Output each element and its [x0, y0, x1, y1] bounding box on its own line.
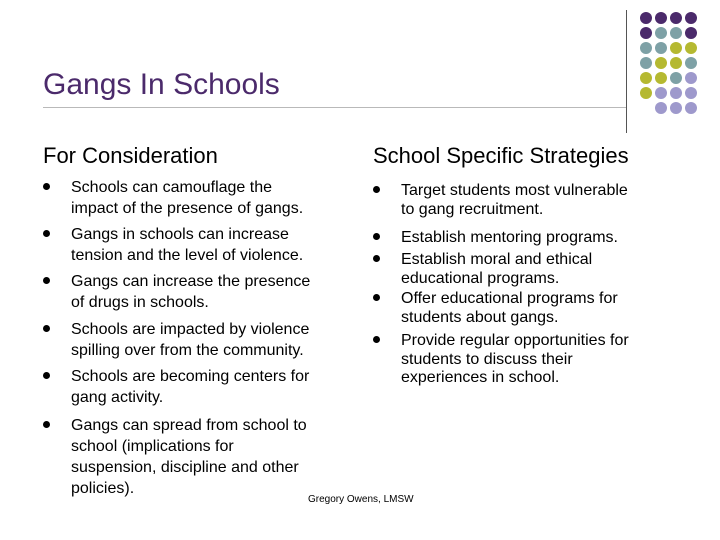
- bullet-icon: [43, 277, 50, 284]
- decor-dot: [670, 42, 682, 54]
- list-item-text: [401, 249, 592, 288]
- list-item-line: Gangs in schools can increase: [71, 226, 289, 243]
- left-column-heading: For Consideration: [43, 143, 218, 168]
- list-item-line: Gangs can increase the presence: [71, 273, 311, 290]
- decor-dot: [655, 27, 667, 39]
- bullet-icon: [373, 186, 380, 193]
- footer-credit: Gregory Owens, LMSW: [308, 494, 414, 505]
- decor-dot: [655, 57, 667, 69]
- bullet-icon: [43, 183, 50, 190]
- right-column-heading: School Specific Strategies: [373, 143, 629, 168]
- bullet-icon: [373, 233, 380, 240]
- list-item-line: spilling over from the community.: [71, 342, 304, 359]
- list-item-line: Schools are becoming centers for: [71, 368, 310, 385]
- decor-dot: [685, 102, 697, 114]
- list-item-line: Establish mentoring programs.: [401, 229, 618, 246]
- decor-dot: [670, 57, 682, 69]
- vertical-divider: [626, 10, 627, 133]
- list-item-text: [71, 366, 309, 408]
- list-item-line: to gang recruitment.: [401, 201, 544, 218]
- list-item-line: tension and the level of violence.: [71, 247, 304, 264]
- list-item-text: [71, 415, 307, 499]
- decor-dot: [640, 87, 652, 99]
- list-item-line: Schools can camouflage the: [71, 179, 273, 196]
- list-item-line: school (implications for: [71, 438, 234, 455]
- decor-dot: [685, 87, 697, 99]
- slide-title: Gangs In Schools: [43, 68, 280, 101]
- list-item-line: Gangs can spread from school to: [71, 417, 307, 434]
- list-item-line: impact of the presence of gangs.: [71, 200, 304, 217]
- title-divider: [43, 107, 627, 108]
- list-item-line: students about gangs.: [401, 309, 559, 326]
- list-item-line: students to discuss their: [401, 351, 573, 368]
- list-item-text: [71, 224, 303, 266]
- decor-dot: [640, 57, 652, 69]
- list-item-line: Target students most vulnerable: [401, 182, 628, 199]
- bullet-icon: [373, 255, 380, 262]
- decor-dot: [655, 42, 667, 54]
- decor-dot: [640, 72, 652, 84]
- list-item-text: [71, 319, 309, 361]
- list-item-text: [401, 330, 629, 387]
- list-item-line: gang activity.: [71, 389, 164, 406]
- list-item-text: [401, 288, 618, 327]
- list-item-line: Offer educational programs for: [401, 290, 618, 307]
- list-item-line: of drugs in schools.: [71, 294, 209, 311]
- decor-dot: [655, 12, 667, 24]
- decor-dot: [670, 72, 682, 84]
- decor-dot: [685, 57, 697, 69]
- decor-dot: [685, 12, 697, 24]
- decor-dot: [670, 102, 682, 114]
- bullet-icon: [43, 325, 50, 332]
- list-item-line: Establish moral and ethical: [401, 251, 593, 268]
- decor-dot: [685, 42, 697, 54]
- list-item-line: experiences in school.: [401, 369, 560, 386]
- decor-dot: [655, 72, 667, 84]
- bullet-icon: [373, 336, 380, 343]
- bullet-icon: [373, 294, 380, 301]
- decor-dot: [670, 12, 682, 24]
- decor-dot: [685, 27, 697, 39]
- bullet-icon: [43, 230, 50, 237]
- decor-dot: [640, 42, 652, 54]
- list-item-text: [71, 271, 310, 313]
- list-item-line: Schools are impacted by violence: [71, 321, 310, 338]
- list-item-text: [71, 177, 303, 219]
- bullet-icon: [43, 421, 50, 428]
- list-item-line: policies).: [71, 480, 135, 497]
- list-item-line: educational programs.: [401, 270, 560, 287]
- decor-dot: [640, 12, 652, 24]
- list-item-text: [401, 227, 618, 248]
- decor-dot: [640, 27, 652, 39]
- decor-dot: [655, 87, 667, 99]
- decor-dot: [685, 72, 697, 84]
- list-item-line: Provide regular opportunities for: [401, 332, 629, 349]
- decor-dot: [670, 87, 682, 99]
- decor-dot: [670, 27, 682, 39]
- list-item-text: [401, 180, 628, 219]
- list-item-line: suspension, discipline and other: [71, 459, 299, 476]
- decor-dot: [655, 102, 667, 114]
- bullet-icon: [43, 372, 50, 379]
